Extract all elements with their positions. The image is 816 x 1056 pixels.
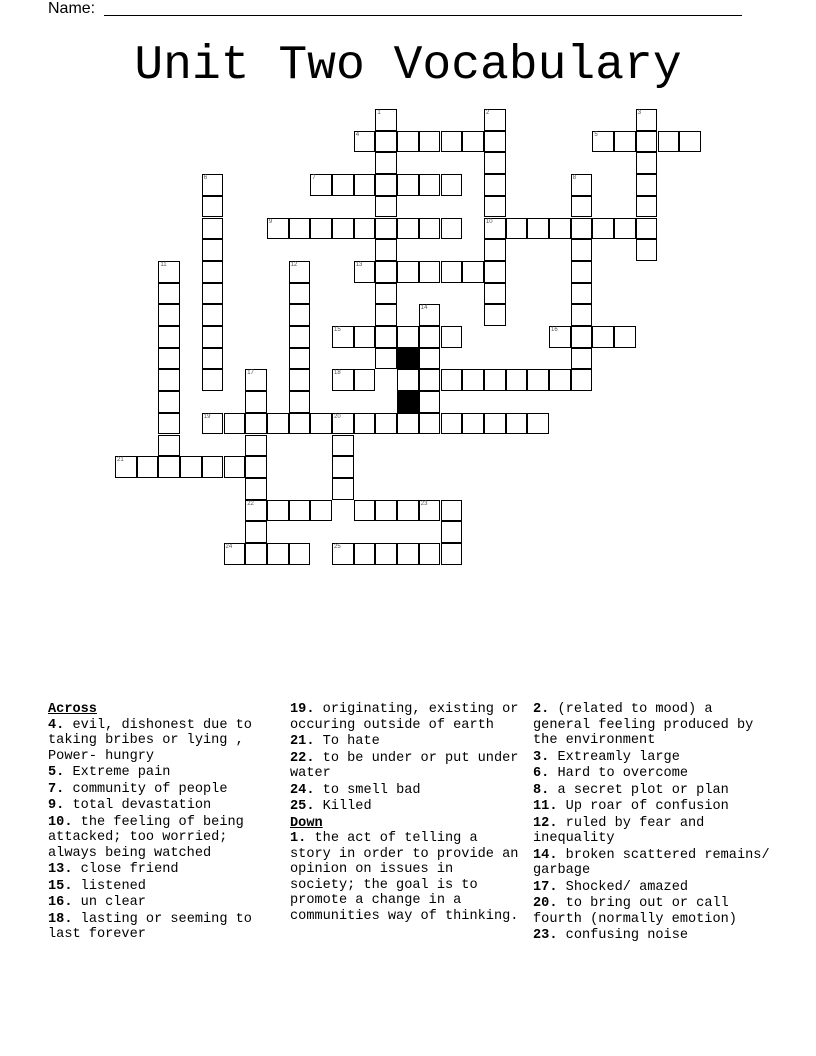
clue-number-label: 8. xyxy=(533,782,550,798)
crossword-cell[interactable] xyxy=(375,326,397,348)
clue-number: 21 xyxy=(117,457,124,464)
crossword-cell[interactable] xyxy=(484,174,506,196)
crossword-cell[interactable] xyxy=(137,456,159,478)
crossword-cell[interactable] xyxy=(245,456,267,478)
crossword-cell[interactable] xyxy=(289,500,311,522)
crossword-cell[interactable] xyxy=(332,478,354,500)
crossword-cell[interactable] xyxy=(636,131,658,153)
crossword-cell[interactable] xyxy=(397,326,419,348)
crossword-cell[interactable] xyxy=(441,543,463,565)
crossword-cell[interactable] xyxy=(245,521,267,543)
crossword-cell[interactable] xyxy=(332,413,354,435)
clue-text: the act of telling a story in order to provide an opinion on issues in society; the goal is to promote a change in a communities way of thinking. xyxy=(290,831,519,924)
clue-number-label: 2. xyxy=(533,702,550,717)
crossword-cell[interactable] xyxy=(441,326,463,348)
crossword-cell[interactable] xyxy=(202,261,224,283)
crossword-cell[interactable] xyxy=(375,543,397,565)
crossword-cell[interactable] xyxy=(245,500,267,522)
clue-number: 4 xyxy=(355,131,360,138)
crossword-cell[interactable] xyxy=(592,326,614,348)
across-clue xyxy=(48,765,284,781)
crossword-cell[interactable] xyxy=(202,196,224,218)
crossword-cell[interactable] xyxy=(202,283,224,305)
crossword-cell[interactable] xyxy=(527,218,549,240)
clue-text: broken scattered remains/ garbage xyxy=(533,847,770,878)
clue-number: 5 xyxy=(594,131,598,138)
crossword-cell[interactable] xyxy=(592,218,614,240)
page-title: Unit Two Vocabulary xyxy=(134,39,682,93)
clues-column-2 xyxy=(290,702,526,925)
crossword-cell[interactable] xyxy=(484,218,506,240)
crossword-cell[interactable] xyxy=(289,326,311,348)
crossword-cell[interactable] xyxy=(549,218,571,240)
crossword-cell[interactable] xyxy=(289,218,311,240)
crossword-cell[interactable] xyxy=(332,174,354,196)
crossword-cell[interactable] xyxy=(158,369,180,391)
crossword-cell[interactable] xyxy=(202,348,224,370)
crossword-cell[interactable] xyxy=(419,174,441,196)
clue-text: a secret plot or plan xyxy=(557,782,729,798)
across-clue xyxy=(48,782,284,798)
crossword-cell[interactable] xyxy=(636,196,658,218)
crossword-cell[interactable] xyxy=(245,413,267,435)
crossword-cell[interactable] xyxy=(441,131,463,153)
clue-text: originating, existing or occuring outside of earth xyxy=(290,702,519,733)
crossword-cell[interactable] xyxy=(267,218,289,240)
crossword-cell[interactable] xyxy=(289,369,311,391)
clue-text: Hard to overcome xyxy=(557,766,689,781)
across-clue xyxy=(48,895,284,911)
clue-number: 12 xyxy=(290,261,298,268)
crossword-cell[interactable] xyxy=(202,218,224,240)
across-clue xyxy=(290,751,526,782)
crossword-cell[interactable] xyxy=(158,456,180,478)
down-clue xyxy=(533,928,773,944)
crossword-cell[interactable] xyxy=(614,326,636,348)
clue-number-label: 13. xyxy=(48,862,73,877)
clue-number-label: 16. xyxy=(48,895,73,910)
crossword-cell[interactable] xyxy=(441,413,463,435)
crossword-cell[interactable] xyxy=(419,131,441,153)
clue-number-label: 7. xyxy=(48,781,65,797)
crossword-cell[interactable] xyxy=(310,218,332,240)
crossword-cell[interactable] xyxy=(527,413,549,435)
clue-number: 10 xyxy=(485,218,493,225)
crossword-cell[interactable] xyxy=(158,304,180,326)
crossword-cell[interactable] xyxy=(354,131,376,153)
clue-number-label: 10. xyxy=(48,814,73,830)
clue-text: Extreme pain xyxy=(72,765,171,780)
crossword-cell[interactable] xyxy=(289,261,311,283)
clue-number: 14 xyxy=(420,305,428,312)
crossword-cell[interactable] xyxy=(289,283,311,305)
crossword-cell[interactable] xyxy=(245,435,267,457)
crossword-cell[interactable] xyxy=(419,391,441,413)
crossword-cell[interactable] xyxy=(267,500,289,522)
clues-column-3 xyxy=(533,702,773,945)
crossword-cell[interactable] xyxy=(224,413,246,435)
across-clue xyxy=(48,912,284,943)
crossword-cell[interactable] xyxy=(202,239,224,261)
down-clue xyxy=(533,750,773,766)
clue-number: 23 xyxy=(420,500,428,507)
crossword-cell[interactable] xyxy=(289,543,311,565)
crossword-cell[interactable] xyxy=(310,413,332,435)
clue-number-label: 20. xyxy=(533,896,558,911)
crossword-cell[interactable] xyxy=(571,348,593,370)
crossword-cell[interactable] xyxy=(441,500,463,522)
across-heading: Across xyxy=(48,702,97,717)
crossword-cell[interactable] xyxy=(158,326,180,348)
clue-number: 6 xyxy=(203,175,208,182)
crossword-cell[interactable] xyxy=(375,500,397,522)
clue-number: 7 xyxy=(312,175,316,182)
clue-number-label: 22. xyxy=(290,750,315,766)
crossword-cell[interactable] xyxy=(158,261,180,283)
crossword-cell[interactable] xyxy=(484,239,506,261)
crossword-cell[interactable] xyxy=(636,218,658,240)
down-clue xyxy=(533,880,773,896)
clue-number-label: 1. xyxy=(290,831,307,846)
crossword-cell[interactable] xyxy=(332,456,354,478)
crossword-cell[interactable] xyxy=(375,196,397,218)
crossword-cell[interactable] xyxy=(419,369,441,391)
clue-number-label: 4. xyxy=(48,717,65,733)
clue-number-label: 23. xyxy=(533,928,558,943)
crossword-cell[interactable] xyxy=(267,413,289,435)
crossword-cell[interactable] xyxy=(354,174,376,196)
crossword-cell[interactable] xyxy=(419,413,441,435)
crossword-cell[interactable] xyxy=(332,543,354,565)
crossword-cell[interactable] xyxy=(571,261,593,283)
crossword-cell[interactable] xyxy=(397,261,419,283)
crossword-cell[interactable] xyxy=(441,521,463,543)
crossword-cell[interactable] xyxy=(375,152,397,174)
name-label: Name: xyxy=(48,0,96,17)
down-clue xyxy=(533,702,773,749)
clue-text: ruled by fear and inequality xyxy=(533,815,705,846)
clue-number-label: 15. xyxy=(48,878,73,894)
across-clue xyxy=(48,798,284,814)
crossword-cell[interactable] xyxy=(397,369,419,391)
clue-number-label: 25. xyxy=(290,799,315,814)
clue-number: 19 xyxy=(203,413,211,420)
crossword-cell[interactable] xyxy=(375,239,397,261)
crossword-cell[interactable] xyxy=(354,543,376,565)
clue-number-label: 14. xyxy=(533,847,558,863)
crossword-cell[interactable] xyxy=(375,109,397,131)
clues-column-1 xyxy=(48,702,284,944)
clue-text: Killed xyxy=(322,799,372,814)
crossword-cell[interactable] xyxy=(245,543,267,565)
crossword-cell[interactable] xyxy=(158,413,180,435)
crossword-cell[interactable] xyxy=(441,369,463,391)
clue-number: 3 xyxy=(637,110,642,116)
clue-text: close friend xyxy=(80,862,179,877)
crossword-cell[interactable] xyxy=(462,369,484,391)
clue-number-label: 11. xyxy=(533,799,558,814)
crossword-cell[interactable] xyxy=(571,239,593,261)
crossword-cell[interactable] xyxy=(462,131,484,153)
crossword-cell[interactable] xyxy=(354,413,376,435)
crossword-cell[interactable] xyxy=(289,304,311,326)
crossword-cell[interactable] xyxy=(202,304,224,326)
clue-text: un clear xyxy=(80,895,146,910)
crossword-cell[interactable] xyxy=(354,261,376,283)
clue-text: to bring out or call fourth (normally emotion) xyxy=(533,896,737,927)
crossword-cell[interactable] xyxy=(332,326,354,348)
crossword-cell[interactable] xyxy=(158,391,180,413)
clue-number-label: 3. xyxy=(533,749,550,765)
clue-text: (related to mood) a general feeling produced by the environment xyxy=(533,702,754,748)
crossword-cell[interactable] xyxy=(397,543,419,565)
across-clue xyxy=(48,879,284,895)
crossword-cell[interactable] xyxy=(419,543,441,565)
clue-text: to be under or put under water xyxy=(290,750,519,781)
crossword-cell[interactable] xyxy=(224,456,246,478)
crossword-cell[interactable] xyxy=(332,369,354,391)
clue-number-label: 6. xyxy=(533,766,550,781)
crossword-cell[interactable] xyxy=(484,413,506,435)
crossword-cell[interactable] xyxy=(506,369,528,391)
down-clue xyxy=(533,799,773,815)
crossword-cell[interactable] xyxy=(484,109,506,131)
crossword-cell[interactable] xyxy=(636,239,658,261)
clue-text: To hate xyxy=(322,734,380,749)
clue-number: 22 xyxy=(247,500,254,507)
crossword-cell[interactable] xyxy=(614,131,636,153)
down-clue xyxy=(533,896,773,927)
crossword-cell[interactable] xyxy=(354,500,376,522)
down-clue xyxy=(533,816,773,847)
crossword-cell[interactable] xyxy=(571,283,593,305)
clue-number: 13 xyxy=(355,261,363,268)
clue-number-label: 9. xyxy=(48,798,65,813)
across-clue xyxy=(290,799,526,815)
crossword-cell[interactable] xyxy=(441,261,463,283)
clue-text: total devastation xyxy=(72,798,212,813)
crossword-cell[interactable] xyxy=(419,304,441,326)
crossword-cell[interactable] xyxy=(224,543,246,565)
crossword-cell[interactable] xyxy=(462,261,484,283)
clue-text: Shocked/ amazed xyxy=(565,879,689,895)
clue-number: 8 xyxy=(572,175,577,182)
crossword-cell[interactable] xyxy=(571,326,593,348)
clue-text: the feeling of being attacked; too worried; always being watched xyxy=(48,814,244,861)
blocked-cell xyxy=(397,348,419,370)
clue-text: to smell bad xyxy=(322,782,421,798)
down-clue xyxy=(290,831,526,924)
crossword-cell[interactable] xyxy=(310,174,332,196)
clue-number: 15 xyxy=(334,327,341,333)
clue-number-label: 17. xyxy=(533,879,558,895)
crossword-cell[interactable] xyxy=(679,131,701,153)
down-clue xyxy=(533,848,773,879)
crossword-cell[interactable] xyxy=(332,218,354,240)
crossword-cell[interactable] xyxy=(571,369,593,391)
crossword-cell[interactable] xyxy=(397,413,419,435)
clue-text: listened xyxy=(80,878,146,894)
clue-number-label: 19. xyxy=(290,702,315,717)
crossword-cell[interactable] xyxy=(419,326,441,348)
crossword-cell[interactable] xyxy=(202,326,224,348)
clue-number: 18 xyxy=(334,370,341,377)
clue-number: 17 xyxy=(247,370,254,377)
clue-text: confusing noise xyxy=(565,928,689,943)
clue-number-label: 5. xyxy=(48,765,65,780)
crossword-cell[interactable] xyxy=(592,131,614,153)
crossword-cell[interactable] xyxy=(571,304,593,326)
clue-number: 11 xyxy=(160,261,167,268)
crossword-cell[interactable] xyxy=(375,283,397,305)
crossword-cell[interactable] xyxy=(441,174,463,196)
crossword-cell[interactable] xyxy=(397,174,419,196)
crossword-cell[interactable] xyxy=(484,196,506,218)
clue-number: 2 xyxy=(485,110,490,116)
crossword-cell[interactable] xyxy=(375,348,397,370)
crossword-cell[interactable] xyxy=(484,131,506,153)
crossword-cell[interactable] xyxy=(375,218,397,240)
crossword-cell[interactable] xyxy=(354,326,376,348)
clue-number: 25 xyxy=(334,544,341,550)
crossword-cell[interactable] xyxy=(310,500,332,522)
crossword-cell[interactable] xyxy=(375,261,397,283)
down-heading: Down xyxy=(290,815,323,831)
across-clue xyxy=(48,862,284,878)
crossword-cell[interactable] xyxy=(549,369,571,391)
clue-number: 24 xyxy=(225,544,233,550)
crossword-cell[interactable] xyxy=(202,369,224,391)
crossword-cell[interactable] xyxy=(375,174,397,196)
crossword-cell[interactable] xyxy=(571,218,593,240)
across-clue xyxy=(290,734,526,750)
crossword-cell[interactable] xyxy=(636,152,658,174)
across-clue xyxy=(48,815,284,862)
crossword-cell[interactable] xyxy=(484,261,506,283)
crossword-cell[interactable] xyxy=(441,218,463,240)
crossword-cell[interactable] xyxy=(375,304,397,326)
crossword-cell[interactable] xyxy=(354,218,376,240)
crossword-cell[interactable] xyxy=(245,369,267,391)
clue-text: lasting or seeming to last forever xyxy=(48,911,252,942)
crossword-cell[interactable] xyxy=(636,109,658,131)
clue-number-label: 24. xyxy=(290,782,315,798)
crossword-cell[interactable] xyxy=(158,283,180,305)
across-clue xyxy=(290,783,526,799)
clue-text: Extreamly large xyxy=(557,749,680,765)
crossword-cell[interactable] xyxy=(571,174,593,196)
crossword-cell[interactable] xyxy=(180,456,202,478)
crossword-cell[interactable] xyxy=(397,131,419,153)
crossword-cell[interactable] xyxy=(115,456,137,478)
crossword-cell[interactable] xyxy=(549,326,571,348)
crossword-cell[interactable] xyxy=(419,348,441,370)
crossword-cell[interactable] xyxy=(397,500,419,522)
crossword-cell[interactable] xyxy=(375,413,397,435)
down-clue xyxy=(533,766,773,782)
crossword-cell[interactable] xyxy=(462,413,484,435)
crossword-cell[interactable] xyxy=(419,500,441,522)
crossword-cell[interactable] xyxy=(202,456,224,478)
crossword-cell[interactable] xyxy=(267,543,289,565)
crossword-cell[interactable] xyxy=(397,218,419,240)
crossword-cell[interactable] xyxy=(202,413,224,435)
clue-number-label: 12. xyxy=(533,815,558,831)
clue-number-label: 21. xyxy=(290,734,315,749)
crossword-cell[interactable] xyxy=(484,304,506,326)
crossword-cell[interactable] xyxy=(332,435,354,457)
clue-number: 1 xyxy=(377,110,381,116)
crossword-cell[interactable] xyxy=(484,283,506,305)
clue-number: 16 xyxy=(551,327,558,333)
crossword-cell[interactable] xyxy=(614,218,636,240)
down-clue xyxy=(533,783,773,799)
crossword-cell[interactable] xyxy=(245,478,267,500)
clue-text: evil, dishonest due to taking bribes or lying , Power- hungry xyxy=(48,717,252,764)
crossword-cell[interactable] xyxy=(484,152,506,174)
crossword-cell[interactable] xyxy=(158,348,180,370)
crossword-cell[interactable] xyxy=(202,174,224,196)
crossword-cell[interactable] xyxy=(419,218,441,240)
clue-number-label: 18. xyxy=(48,911,73,927)
crossword-cell[interactable] xyxy=(419,261,441,283)
crossword-cell[interactable] xyxy=(289,413,311,435)
crossword-cell[interactable] xyxy=(484,369,506,391)
crossword-cell[interactable] xyxy=(158,435,180,457)
across-clue xyxy=(48,718,284,765)
crossword-cell[interactable] xyxy=(289,348,311,370)
crossword-cell[interactable] xyxy=(658,131,680,153)
blocked-cell xyxy=(397,391,419,413)
crossword-cell[interactable] xyxy=(506,413,528,435)
clue-number: 20 xyxy=(334,413,341,420)
clue-number: 9 xyxy=(268,218,273,225)
crossword-cell[interactable] xyxy=(289,391,311,413)
crossword-cell[interactable] xyxy=(527,369,549,391)
across-clue xyxy=(290,702,526,733)
crossword-cell[interactable] xyxy=(636,174,658,196)
crossword-cell[interactable] xyxy=(375,131,397,153)
clue-text: community of people xyxy=(72,781,228,797)
crossword-cell[interactable] xyxy=(571,196,593,218)
crossword-cell[interactable] xyxy=(506,218,528,240)
crossword-cell[interactable] xyxy=(354,369,376,391)
crossword-cell[interactable] xyxy=(245,391,267,413)
clue-text: Up roar of confusion xyxy=(565,799,729,814)
